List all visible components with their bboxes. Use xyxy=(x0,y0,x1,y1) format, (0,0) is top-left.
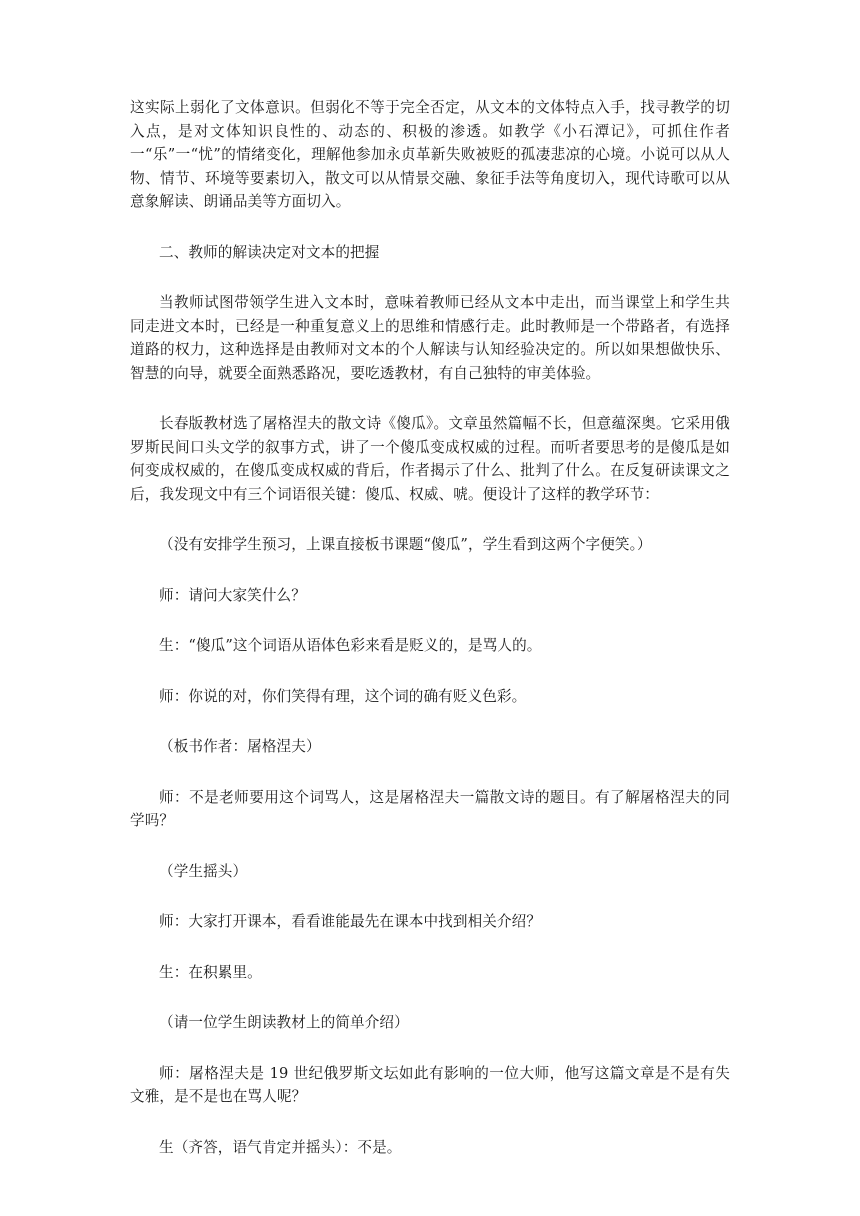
document-page xyxy=(130,96,730,1159)
paragraph-16: 生（齐答，语气肯定并摇头）：不是。 xyxy=(159,1138,402,1156)
paragraph-12: 师：大家打开课本，看看谁能最先在课本中找到相关介绍？ xyxy=(159,913,542,930)
paragraph-5: （没有安排学生预习，上课直接板书课题“傻瓜”，学生看到这两个字便笑。） xyxy=(159,536,652,553)
paragraph-3: 当教师试图带领学生进入文本时，意味着教师已经从文本中走出，而当课堂上和学生共同走进文本时，已经是一种重复意义上的思维和情感行走。此时教师是一个带路者，有选择道路的权力，这种选择是由教师对文本的个人解读与认知经验决定的。所以如果想做快乐、智慧的向导，就要全面熟悉路况，要吃透教材，有自己独特的审美体验。 xyxy=(130,294,730,382)
section-heading: 二、教师的解读决定对文本的把握 xyxy=(159,243,380,261)
paragraph-15: 师：屠格涅夫是 19 世纪俄罗斯文坛如此有影响的一位大师，他写这篇文章是不是有失文雅，是不是也在骂人呢？ xyxy=(130,1064,730,1105)
paragraph-7: 生：“傻瓜”这个词语从语体色彩来看是贬义的，是骂人的。 xyxy=(159,637,542,654)
paragraph-4: 长春版教材选了屠格涅夫的散文诗《傻瓜》。文章虽然篇幅不长，但意蕴深奥。它采用俄罗斯民间口头文学的叙事方式，讲了一个傻瓜变成权威的过程。而听者要思考的是傻瓜是如何变成权威的，在傻瓜变成权威的背后，作者揭示了什么、批判了什么。在反复研读课文之后，我发现文中有三个词语很关键：傻瓜、权威、唬。便设计了这样的教学环节： xyxy=(130,415,730,503)
paragraph-13: 生：在积累里。 xyxy=(159,963,262,981)
paragraph-8: 师：你说的对，你们笑得有理，这个词的确有贬义色彩。 xyxy=(159,687,527,705)
paragraph-11: （学生摇头） xyxy=(159,862,248,880)
paragraph-14: （请一位学生朗读教材上的简单介绍） xyxy=(159,1014,409,1031)
paragraph-10: 师：不是老师要用这个词骂人，这是屠格涅夫一篇散文诗的题目。有了解屠格涅夫的同学吗？ xyxy=(130,788,730,829)
paragraph-6: 师：请问大家笑什么？ xyxy=(159,586,306,604)
paragraph-1: 这实际上弱化了文体意识。但弱化不等于完全否定，从文本的文体特点入手，找寻教学的切入点，是对文体知识良性的、动态的、积极的渗透。如教学《小石潭记》，可抓住作者一“乐”一“忧”的情绪变化，理解他参加永贞革新失败被贬的孤凄悲凉的心境。小说可以从人物、情节、环境等要素切入，散文可以从情景交融、象征手法等角度切入，现代诗歌可以从意象解读、朗诵品美等方面切入。 xyxy=(130,99,730,210)
paragraph-9: （板书作者：屠格涅夫） xyxy=(159,738,321,755)
